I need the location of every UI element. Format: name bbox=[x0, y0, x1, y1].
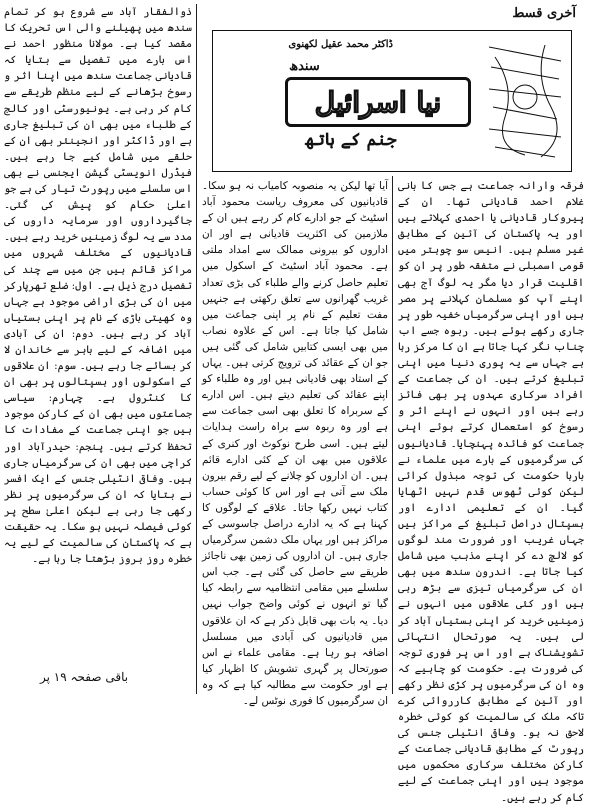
column-divider-right bbox=[392, 176, 393, 694]
decorative-illustration bbox=[485, 37, 565, 163]
title-block bbox=[235, 37, 485, 167]
title-banner bbox=[212, 30, 572, 172]
series-word: سندھ bbox=[289, 59, 320, 74]
main-title: نیا اسرائیل bbox=[285, 77, 471, 127]
column-divider-left bbox=[196, 4, 197, 694]
series-label: آخری قسط bbox=[512, 6, 576, 21]
continued-on-page: باقی صفحہ ۱۹ پر bbox=[40, 670, 129, 684]
column-right: فرقہ وارانہ جماعت ہے جس کا بانی غلام احمد قادیانی تھا۔ ان کے پیروکار قادیانی یا احمدی کہلاتے ہیں اور یہ پاکستان کی آئین کے مطابق غیر مسلم ہیں۔ انیس سو چوہتر میں قومی اسمبلی نے متفقہ طور پر ان کو اقلیت قرار دیا مگر یہ لوگ آج بھی اپنے آپ کو مسلمان کہلانے پر مصر ہیں اور اپنی سرگرمیاں خفیہ طور پر جاری رکھے ہوئے ہیں۔ ربوہ جسے اب چناب نگر کہا جاتا ہے ان کا مرکز رہا ہے جہاں سے یہ پوری دنیا میں اپنی تبلیغ کرتے ہیں۔ ان کی جماعت کے افراد سرکاری عہدوں پر بھی فائز رہے ہیں اور انہوں نے اپنے اثر و رسوخ کو استعمال کرتے ہوئے اپنی جماعت کو فائدہ پہنچایا۔ قادیانیوں کی سرگرمیوں کے بارے میں علماء نے بارہا حکومت کی توجہ مبذول کرائی لیکن کوئی ٹھوس قدم نہیں اٹھایا گیا۔ ان کے تعلیمی ادارے اور ہسپتال دراصل تبلیغ کے مراکز ہیں جہاں غریب اور ضرورت مند لوگوں کو لالچ دے کر اپنے مذہب میں شامل کیا جاتا ہے۔ اندرون سندھ میں بھی ان کی سرگرمیاں تیزی سے بڑھ رہی ہیں اور کئی علاقوں میں انہوں نے زمینیں خرید کر اپنی بستیاں آباد کر لی ہیں۔ یہ صورتحال انتہائی تشویشناک ہے اور اس پر فوری توجہ کی ضرورت ہے۔ حکومت کو چاہیے کہ وہ ان کی سرگرمیوں پر کڑی نظر رکھے اور آئین کے مطابق کارروائی کرے تاکہ ملک کی سالمیت کو کوئی خطرہ لاحق نہ ہو۔ وفاقی انٹیلی جنس کی رپورٹ کے مطابق قادیانی جماعت کے کارکن مختلف سرکاری محکموں میں موجود ہیں اور اپنی جماعت کے لیے کام کر رہے ہیں۔ bbox=[398, 180, 584, 804]
column-left: ذوالفقار آباد سے شروع ہو کر تمام سندھ میں پھیلنے والی اس تحریک کا مقصد کیا ہے۔ مولانا منظور احمد نے اس بارے میں تفصیل سے بتایا کہ قادیانی جماعت سندھ میں اپنا اثر و رسوخ بڑھانے کے لیے منظم طریقے سے کام کر رہی ہے۔ یونیورسٹی اور کالج کے طلباء میں بھی ان کی تبلیغ جاری ہے اور ڈاکٹر اور انجینئر بھی ان کے حلقے میں شامل کیے جا رہے ہیں۔ فیڈرل انویسٹی گیشن ایجنسی نے بھی اس سلسلے میں رپورٹ تیار کی ہے جو اعلیٰ حکام کو پیش کی گئی۔ جاگیرداروں اور سرمایہ داروں کی مدد سے یہ لوگ زمینیں خرید رہے ہیں۔ قادیانیوں کے مختلف شہروں میں مراکز قائم ہیں جن میں سے چند کی تفصیل درج ذیل ہے۔ اول: ضلع تھرپارکر میں ان کی بڑی اراضی موجود ہے جہاں وہ کھیتی باڑی کے نام پر اپنی بستیاں آباد کر رہے ہیں۔ دوم: ان کی آبادی میں اضافہ کے لیے باہر سے خاندان لا کر بسائے جا رہے ہیں۔ سوم: ان علاقوں کے اسکولوں اور ہسپتالوں پر بھی ان کا کنٹرول ہے۔ چہارم: سیاسی جماعتوں میں بھی ان کے کارکن موجود ہیں جو اپنی جماعت کے مفادات کا تحفظ کرتے ہیں۔ پنجم: حیدرآباد اور کراچی میں بھی ان کی سرگرمیاں جاری ہیں۔ وفاقی انٹیلی جنس کے ایک افسر نے بتایا کہ ان کی سرگرمیوں پر نظر رکھی جا رہی ہے لیکن اعلیٰ سطح پر کوئی فیصلہ نہیں ہو سکا۔ یہ حقیقت ہے کہ پاکستان کی سالمیت کے لیے یہ خطرہ روز بروز بڑھتا جا رہا ہے۔ bbox=[4, 6, 192, 566]
subtitle: جنم کے ہاتھ bbox=[305, 130, 397, 150]
column-middle: آیا تھا لیکن یہ منصوبہ کامیاب نہ ہو سکا۔ قادیانیوں کی معروف ریاست محمود آباد اسٹیٹ کے جو ادارے کام کر رہے ہیں ان کے ملازمین کی اکثریت قادیانی ہے اور ان اداروں کو بیرونی ممالک سے امداد ملتی ہے۔ محمود آباد اسٹیٹ کے اسکول میں تعلیم حاصل کرنے والے طلباء کی بڑی تعداد غریب گھرانوں سے تعلق رکھتی ہے جنہیں مفت تعلیم کے نام پر اپنی جماعت میں شامل کیا جاتا ہے۔ اس کے علاوہ نصاب میں بھی ایسی کتابیں شامل کی گئی ہیں جو ان کے عقائد کی ترویج کرتی ہیں۔ یہاں کے استاد بھی قادیانی ہیں اور وہ طلباء کو اپنے عقائد کی تعلیم دیتے ہیں۔ اس ادارے کے سربراہ کا تعلق بھی اسی جماعت سے ہے اور وہ ربوہ سے براہ راست ہدایات لیتے ہیں۔ اسی طرح نوکوٹ اور کنری کے علاقوں میں بھی ان کے کئی ادارے قائم ہیں۔ ان اداروں کو چلانے کے لیے رقم بیرون ملک سے آتی ہے اور اس کا کوئی حساب کتاب نہیں رکھا جاتا۔ علاقے کے لوگوں کا کہنا ہے کہ یہ ادارے دراصل جاسوسی کے مراکز ہیں اور یہاں ملک دشمن سرگرمیاں جاری ہیں۔ ان اداروں کی زمین بھی ناجائز طریقے سے حاصل کی گئی ہے۔ جب اس سلسلے میں مقامی انتظامیہ سے رابطہ کیا گیا تو انہوں نے کوئی واضح جواب نہیں دیا۔ یہ بات بھی قابل ذکر ہے کہ ان علاقوں میں قادیانیوں کی آبادی میں مسلسل اضافہ ہو رہا ہے۔ مقامی علماء نے اس صورتحال پر گہری تشویش کا اظہار کیا ہے اور حکومت سے مطالبہ کیا ہے کہ وہ ان سرگرمیوں کا فوری نوٹس لے۔ bbox=[202, 180, 388, 707]
author-name: ڈاکٹر محمد عقیل لکھنوی bbox=[288, 39, 393, 50]
